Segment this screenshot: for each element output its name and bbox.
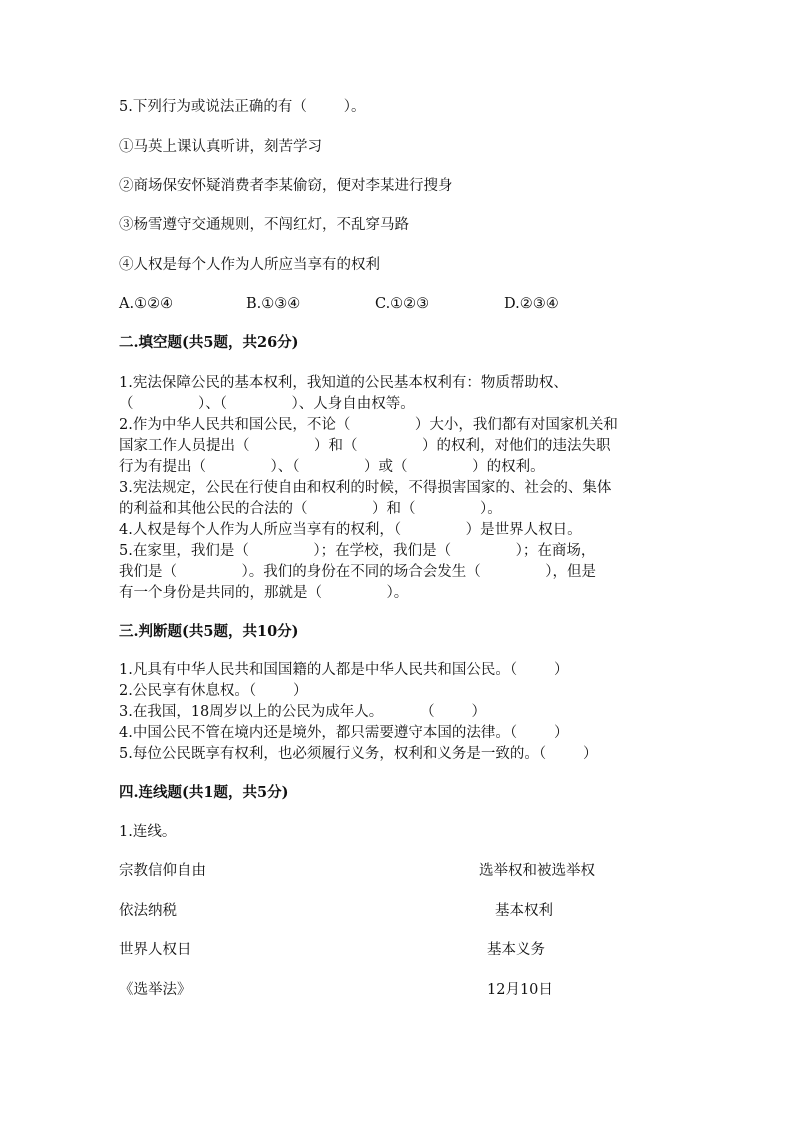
link-left-item: 宗教信仰自由 — [119, 863, 206, 879]
judge-line: 2.公民享有休息权。（ ） — [119, 683, 308, 699]
fill-line: 有一个身份是共同的，那就是（ ）。 — [119, 585, 409, 601]
link-right-item: 选举权和被选举权 — [479, 863, 595, 879]
fill-line: 的利益和其他公民的合法的（ ）和（ ）。 — [119, 501, 502, 517]
fill-line: 2.作为中华人民共和国公民，不论（ ）大小，我们都有对国家机关和 — [119, 417, 618, 433]
judge-line: 4.中国公民不管在境内还是境外，都只需要遵守本国的法律。（ ） — [119, 725, 569, 741]
link-right-item: 基本权利 — [495, 903, 553, 919]
fill-line: 4.人权是每个人作为人所应当享有的权利，（ ）是世界人权日。 — [119, 522, 582, 538]
q5-statement-1: ①马英上课认真听讲，刻苦学习 — [119, 139, 322, 155]
option-d: D.②③④ — [504, 296, 559, 312]
q5-options — [119, 294, 679, 314]
option-b: B.①③④ — [246, 296, 301, 312]
option-c: C.①②③ — [375, 296, 430, 312]
link-left-item: 世界人权日 — [119, 942, 192, 958]
link-right-item: 12月10日 — [487, 982, 553, 998]
judge-line: 5.每位公民既享有权利，也必须履行义务，权利和义务是一致的。（ ） — [119, 746, 598, 762]
fill-line: 1.宪法保障公民的基本权利，我知道的公民基本权利有：物质帮助权、 — [119, 375, 568, 391]
judge-line: 1.凡具有中华人民共和国国籍的人都是中华人民共和国公民。（ ） — [119, 662, 569, 678]
section-heading-judge: 三.判断题(共5题，共10分) — [119, 623, 299, 640]
option-a: A.①②④ — [119, 296, 174, 312]
link-left-item: 《选举法》 — [119, 982, 192, 998]
link-prompt: 1.连线。 — [119, 824, 177, 840]
fill-line: 5.在家里，我们是（ ）；在学校，我们是（ ）；在商场， — [119, 543, 596, 559]
fill-line: 国家工作人员提出（ ）和（ ）的权利，对他们的违法失职 — [119, 438, 611, 454]
judge-line: 3.在我国，18周岁以上的公民为成年人。 （ ） — [119, 704, 487, 720]
link-right-item: 基本义务 — [487, 942, 545, 958]
fill-line: 我们是（ ）。我们的身份在不同的场合会发生（ ），但是 — [119, 564, 597, 580]
fill-line: （ ）、（ ）、人身自由权等。 — [119, 396, 415, 412]
fill-line: 3.宪法规定，公民在行使自由和权利的时候，不得损害国家的、社会的、集体 — [119, 480, 612, 496]
q5-stem: 5.下列行为或说法正确的有（ ）。 — [119, 99, 366, 115]
q5-statement-3: ③杨雪遵守交通规则，不闯红灯，不乱穿马路 — [119, 217, 409, 233]
section-heading-fill: 二.填空题(共5题，共26分) — [119, 334, 299, 351]
q5-statement-4: ④人权是每个人作为人所应当享有的权利 — [119, 257, 380, 273]
q5-statement-2: ②商场保安怀疑消费者李某偷窃，便对李某进行搜身 — [119, 178, 453, 194]
section-heading-link: 四.连线题(共1题，共5分) — [119, 784, 289, 801]
link-left-item: 依法纳税 — [119, 903, 177, 919]
fill-line: 行为有提出（ ）、（ ）或（ ）的权利。 — [119, 459, 545, 475]
